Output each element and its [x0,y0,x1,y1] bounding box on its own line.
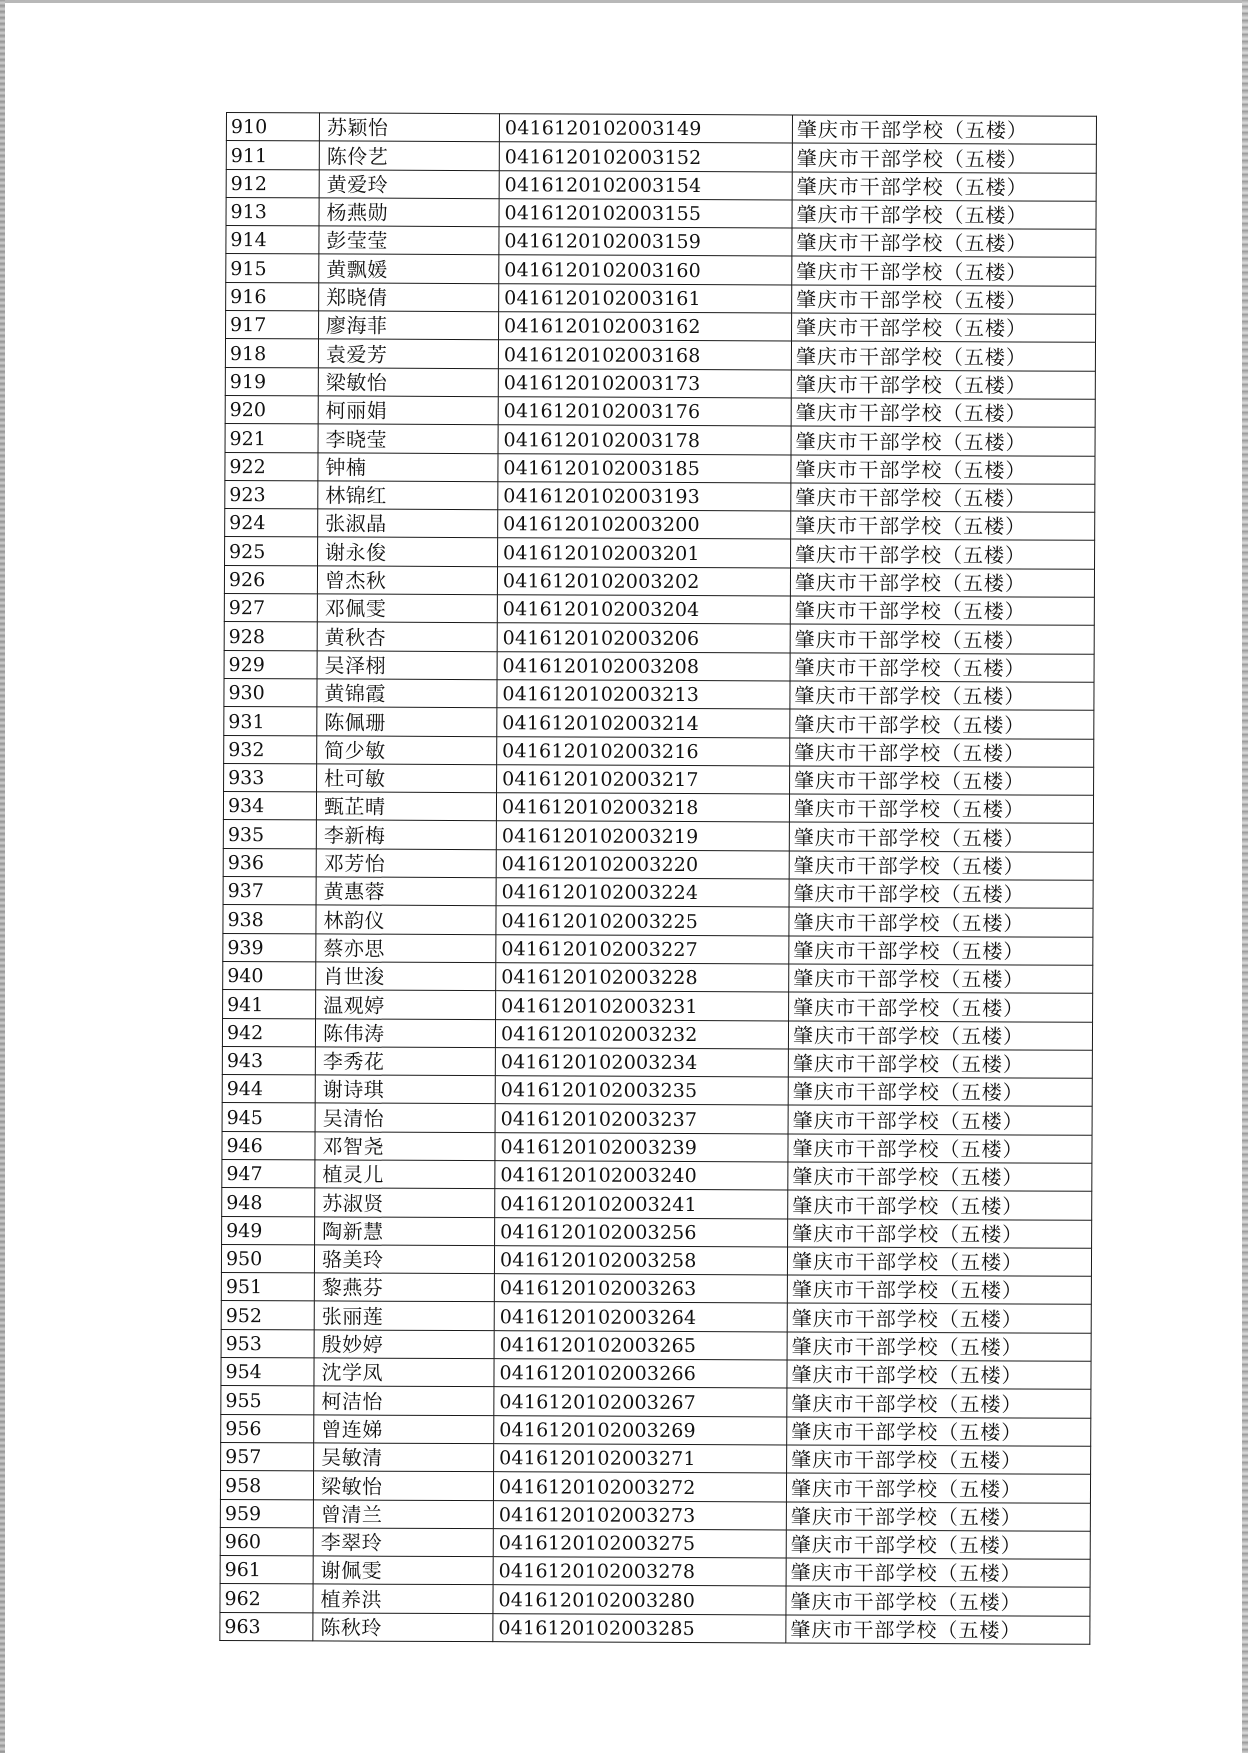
admission-ticket-number: 0416120102003155 [499,199,792,229]
admission-ticket-number: 0416120102003225 [496,906,789,936]
row-number: 924 [225,509,318,538]
exam-location: 肇庆市干部学校（五楼） [788,1162,1092,1192]
exam-location: 肇庆市干部学校（五楼） [788,1134,1092,1164]
table-row [226,282,1096,314]
scan-edge-left [0,0,5,1753]
candidate-name: 简少敏 [317,735,497,764]
candidate-name: 邓芳怡 [316,849,496,878]
exam-location: 肇庆市干部学校（五楼） [788,1077,1092,1107]
exam-location: 肇庆市干部学校（五楼） [790,709,1094,739]
exam-location: 肇庆市干部学校（五楼） [792,115,1096,145]
candidate-name: 李新梅 [316,820,496,849]
admission-ticket-number: 0416120102003278 [493,1557,786,1587]
row-number: 960 [220,1527,313,1556]
table-row [225,424,1095,456]
admission-ticket-number: 0416120102003208 [497,651,790,681]
row-number: 963 [220,1612,313,1641]
row-number: 961 [220,1556,313,1585]
admission-ticket-number: 0416120102003149 [499,114,792,144]
table-row [226,311,1096,343]
row-number: 925 [225,537,318,566]
exam-location: 肇庆市干部学校（五楼） [786,1586,1090,1616]
row-number: 950 [221,1244,314,1273]
admission-ticket-number: 0416120102003266 [494,1359,787,1389]
admission-ticket-number: 0416120102003234 [495,1047,788,1077]
exam-location: 肇庆市干部学校（五楼） [788,1219,1092,1249]
admission-ticket-number: 0416120102003160 [499,255,792,285]
row-number: 954 [221,1358,314,1387]
table-row [224,622,1094,654]
exam-location: 肇庆市干部学校（五楼） [787,1303,1091,1333]
candidate-name: 李秀花 [315,1047,495,1076]
row-number: 934 [223,792,316,821]
admission-ticket-number: 0416120102003220 [496,849,789,879]
table-row [220,1612,1090,1644]
exam-location: 肇庆市干部学校（五楼） [791,511,1095,541]
exam-location: 肇庆市干部学校（五楼） [792,200,1096,230]
table-row [222,1131,1092,1163]
exam-location: 肇庆市干部学校（五楼） [788,1020,1092,1050]
candidate-name: 植养洪 [313,1584,493,1613]
exam-location: 肇庆市干部学校（五楼） [789,992,1093,1022]
candidate-name: 曾杰秋 [317,566,497,595]
table-row [225,339,1095,371]
candidate-name: 陶新慧 [315,1216,495,1245]
row-number: 927 [224,594,317,623]
admission-ticket-number: 0416120102003264 [494,1302,787,1332]
table-row [223,792,1093,824]
exam-location: 肇庆市干部学校（五楼） [790,624,1094,654]
candidate-name: 谢佩雯 [313,1556,493,1585]
candidate-name: 邓智尧 [315,1132,495,1161]
exam-location: 肇庆市干部学校（五楼） [788,1190,1092,1220]
exam-location: 肇庆市干部学校（五楼） [790,596,1094,626]
table-row [225,367,1095,399]
admission-ticket-number: 0416120102003271 [494,1444,787,1474]
row-number: 952 [221,1301,314,1330]
table-row [226,113,1096,145]
row-number: 916 [226,282,319,311]
row-number: 932 [224,735,317,764]
candidate-name: 黄锦霞 [317,679,497,708]
candidate-name: 吴敏清 [314,1443,494,1472]
roster-table [219,112,1097,1645]
admission-ticket-number: 0416120102003240 [495,1161,788,1191]
candidate-name: 张丽莲 [314,1301,494,1330]
table-row [220,1556,1090,1588]
row-number: 948 [222,1188,315,1217]
candidate-name: 李翠玲 [313,1528,493,1557]
admission-ticket-number: 0416120102003218 [496,793,789,823]
table-row [221,1442,1091,1474]
admission-ticket-number: 0416120102003162 [499,312,792,342]
admission-ticket-number: 0416120102003213 [497,680,790,710]
row-number: 951 [221,1273,314,1302]
table-row [220,1527,1090,1559]
table-row [224,707,1094,739]
candidate-name: 黄飘媛 [319,254,499,283]
admission-ticket-number: 0416120102003237 [495,1104,788,1134]
exam-location: 肇庆市干部学校（五楼） [789,964,1093,994]
candidate-name: 黄秋杏 [317,622,497,651]
exam-location: 肇庆市干部学校（五楼） [791,398,1095,428]
row-number: 935 [223,820,316,849]
row-number: 913 [226,197,319,226]
exam-location: 肇庆市干部学校（五楼） [787,1388,1091,1418]
table-row [221,1329,1091,1361]
admission-ticket-number: 0416120102003275 [493,1529,786,1559]
admission-ticket-number: 0416120102003224 [496,878,789,908]
row-number: 928 [224,622,317,651]
row-number: 933 [224,763,317,792]
table-row [221,1414,1091,1446]
table-row [223,848,1093,880]
candidate-name: 黎燕芬 [314,1273,494,1302]
exam-location: 肇庆市干部学校（五楼） [789,794,1093,824]
exam-location: 肇庆市干部学校（五楼） [792,172,1096,202]
admission-ticket-number: 0416120102003161 [499,283,792,313]
table-row [224,594,1094,626]
admission-ticket-number: 0416120102003185 [498,453,791,483]
candidate-name: 陈秋玲 [313,1613,493,1642]
candidate-name: 殷妙婷 [314,1330,494,1359]
row-number: 922 [225,452,318,481]
row-number: 940 [223,961,316,990]
admission-ticket-number: 0416120102003239 [495,1132,788,1162]
exam-location: 肇庆市干部学校（五楼） [787,1247,1091,1277]
candidate-name: 梁敏怡 [313,1471,493,1500]
candidate-name: 梁敏怡 [318,368,498,397]
row-number: 912 [226,169,319,198]
admission-ticket-number: 0416120102003228 [496,963,789,993]
candidate-name: 廖海菲 [319,311,499,340]
admission-ticket-number: 0416120102003200 [498,510,791,540]
exam-location: 肇庆市干部学校（五楼） [786,1558,1090,1588]
exam-location: 肇庆市干部学校（五楼） [789,907,1093,937]
admission-ticket-number: 0416120102003219 [496,821,789,851]
table-row [221,1358,1091,1390]
table-row [225,395,1095,427]
candidate-name: 吴泽栩 [317,651,497,680]
candidate-name: 沈学凤 [314,1358,494,1387]
table-row [221,1273,1091,1305]
row-number: 936 [223,848,316,877]
row-number: 918 [225,339,318,368]
table-row [226,226,1096,258]
candidate-name: 林韵仪 [316,905,496,934]
row-number: 949 [222,1216,315,1245]
row-number: 958 [220,1471,313,1500]
table-row [222,1188,1092,1220]
table-row [226,141,1096,173]
admission-ticket-number: 0416120102003269 [494,1415,787,1445]
admission-ticket-number: 0416120102003216 [497,736,790,766]
admission-ticket-number: 0416120102003152 [499,142,792,172]
exam-location: 肇庆市干部学校（五楼） [786,1473,1090,1503]
admission-ticket-number: 0416120102003204 [497,595,790,625]
candidate-name: 柯洁怡 [314,1386,494,1415]
admission-ticket-number: 0416120102003173 [498,368,791,398]
exam-location: 肇庆市干部学校（五楼） [787,1275,1091,1305]
admission-ticket-number: 0416120102003232 [495,1019,788,1049]
candidate-name: 谢诗琪 [315,1075,495,1104]
table-row [220,1499,1090,1531]
table-row [224,678,1094,710]
table-row [225,509,1095,541]
row-number: 919 [225,367,318,396]
table-row [223,905,1093,937]
table-row [226,169,1096,201]
table-row [226,254,1096,286]
exam-location: 肇庆市干部学校（五楼） [787,1417,1091,1447]
row-number: 946 [222,1131,315,1160]
candidate-name: 苏淑贤 [315,1188,495,1217]
row-number: 947 [222,1159,315,1188]
row-number: 945 [222,1103,315,1132]
row-number: 944 [222,1075,315,1104]
row-number: 915 [226,254,319,283]
candidate-name: 钟楠 [318,452,498,481]
exam-location: 肇庆市干部学校（五楼） [791,455,1095,485]
table-row [222,1159,1092,1191]
table-row [222,1018,1092,1050]
row-number: 939 [223,933,316,962]
exam-location: 肇庆市干部学校（五楼） [791,341,1095,371]
admission-ticket-number: 0416120102003206 [497,623,790,653]
table-row [225,480,1095,512]
candidate-name: 蔡亦思 [316,934,496,963]
admission-ticket-number: 0416120102003168 [498,340,791,370]
row-number: 910 [226,113,319,142]
candidate-name: 李晓莹 [318,424,498,453]
exam-location: 肇庆市干部学校（五楼） [791,483,1095,513]
exam-location: 肇庆市干部学校（五楼） [787,1360,1091,1390]
candidate-name: 骆美玲 [314,1245,494,1274]
admission-ticket-number: 0416120102003285 [493,1613,786,1643]
admission-ticket-number: 0416120102003241 [495,1189,788,1219]
row-number: 942 [222,1018,315,1047]
row-number: 953 [221,1329,314,1358]
table-row [224,650,1094,682]
candidate-name: 杨燕勋 [319,198,499,227]
scan-edge-right [1242,0,1248,1753]
candidate-name: 袁爱芳 [318,339,498,368]
admission-ticket-number: 0416120102003178 [498,425,791,455]
table-row [224,735,1094,767]
table-row [221,1386,1091,1418]
exam-location: 肇庆市干部学校（五楼） [792,228,1096,258]
admission-ticket-number: 0416120102003214 [497,708,790,738]
table-row [222,1216,1092,1248]
candidate-name: 谢永俊 [318,537,498,566]
exam-location: 肇庆市干部学校（五楼） [791,426,1095,456]
table-row [221,1244,1091,1276]
exam-location: 肇庆市干部学校（五楼） [790,766,1094,796]
admission-ticket-number: 0416120102003272 [493,1472,786,1502]
table-row [220,1471,1090,1503]
exam-location: 肇庆市干部学校（五楼） [791,370,1095,400]
table-row [222,1046,1092,1078]
exam-location: 肇庆市干部学校（五楼） [786,1530,1090,1560]
table-row [225,537,1095,569]
admission-ticket-number: 0416120102003201 [498,538,791,568]
exam-location: 肇庆市干部学校（五楼） [790,681,1094,711]
exam-location: 肇庆市干部学校（五楼） [792,285,1096,315]
candidate-name: 吴清怡 [315,1103,495,1132]
admission-ticket-number: 0416120102003159 [499,227,792,257]
candidate-name: 邓佩雯 [317,594,497,623]
candidate-name: 柯丽娟 [318,396,498,425]
table-row [223,877,1093,909]
candidate-name: 陈佩珊 [317,707,497,736]
admission-ticket-number: 0416120102003176 [498,397,791,427]
roster-body [220,113,1097,1645]
admission-ticket-number: 0416120102003227 [496,934,789,964]
admission-ticket-number: 0416120102003154 [499,170,792,200]
admission-ticket-number: 0416120102003273 [493,1500,786,1530]
candidate-name: 曾连娣 [314,1415,494,1444]
exam-location: 肇庆市干部学校（五楼） [788,1105,1092,1135]
exam-location: 肇庆市干部学校（五楼） [788,1049,1092,1079]
admission-ticket-number: 0416120102003193 [498,482,791,512]
row-number: 921 [225,424,318,453]
candidate-name: 甄芷晴 [316,792,496,821]
exam-location: 肇庆市干部学校（五楼） [789,851,1093,881]
exam-location: 肇庆市干部学校（五楼） [787,1445,1091,1475]
exam-location: 肇庆市干部学校（五楼） [786,1615,1090,1645]
row-number: 957 [221,1442,314,1471]
admission-ticket-number: 0416120102003280 [493,1585,786,1615]
candidate-name: 植灵儿 [315,1160,495,1189]
admission-ticket-number: 0416120102003231 [496,991,789,1021]
admission-ticket-number: 0416120102003263 [494,1274,787,1304]
table-row [226,197,1096,229]
candidate-name: 陈伟涛 [315,1018,495,1047]
candidate-name: 温观婷 [316,990,496,1019]
row-number: 926 [224,565,317,594]
admission-ticket-number: 0416120102003235 [495,1076,788,1106]
exam-location: 肇庆市干部学校（五楼） [786,1502,1090,1532]
admission-ticket-number: 0416120102003256 [495,1217,788,1247]
row-number: 911 [226,141,319,170]
admission-ticket-number: 0416120102003265 [494,1330,787,1360]
exam-location: 肇庆市干部学校（五楼） [791,539,1095,569]
admission-ticket-number: 0416120102003258 [494,1246,787,1276]
row-number: 955 [221,1386,314,1415]
admission-ticket-number: 0416120102003217 [497,765,790,795]
row-number: 930 [224,678,317,707]
candidate-name: 陈伶艺 [319,141,499,170]
candidate-name: 张淑晶 [318,509,498,538]
row-number: 929 [224,650,317,679]
candidate-name: 肖世浚 [316,962,496,991]
table-row [222,1103,1092,1135]
row-number: 917 [226,311,319,340]
scan-edge-top [0,0,1248,3]
exam-location: 肇庆市干部学校（五楼） [790,568,1094,598]
exam-location: 肇庆市干部学校（五楼） [789,879,1093,909]
row-number: 914 [226,226,319,255]
exam-location: 肇庆市干部学校（五楼） [792,143,1096,173]
table-row [223,990,1093,1022]
row-number: 937 [223,877,316,906]
exam-location: 肇庆市干部学校（五楼） [792,313,1096,343]
row-number: 923 [225,480,318,509]
exam-location: 肇庆市干部学校（五楼） [792,256,1096,286]
candidate-name: 黄惠蓉 [316,877,496,906]
exam-location: 肇庆市干部学校（五楼） [789,822,1093,852]
table-row [223,820,1093,852]
table-row [224,565,1094,597]
table-row [220,1584,1090,1616]
row-number: 959 [220,1499,313,1528]
candidate-name: 曾清兰 [313,1499,493,1528]
exam-location: 肇庆市干部学校（五楼） [789,936,1093,966]
admission-ticket-number: 0416120102003202 [497,566,790,596]
candidate-name: 林锦红 [318,481,498,510]
candidate-name: 郑晓倩 [319,283,499,312]
table-row [222,1075,1092,1107]
exam-location: 肇庆市干部学校（五楼） [790,653,1094,683]
row-number: 962 [220,1584,313,1613]
table-row [223,933,1093,965]
row-number: 941 [223,990,316,1019]
admission-ticket-number: 0416120102003267 [494,1387,787,1417]
table-row [221,1301,1091,1333]
candidate-name: 苏颖怡 [319,113,499,142]
row-number: 943 [222,1046,315,1075]
candidate-name: 杜可敏 [317,764,497,793]
table-row [225,452,1095,484]
table-row [224,763,1094,795]
exam-location: 肇庆市干部学校（五楼） [790,737,1094,767]
candidate-name: 彭莹莹 [319,226,499,255]
row-number: 938 [223,905,316,934]
exam-location: 肇庆市干部学校（五楼） [787,1332,1091,1362]
table-row [223,961,1093,993]
row-number: 931 [224,707,317,736]
row-number: 956 [221,1414,314,1443]
candidate-name: 黄爱玲 [319,170,499,199]
row-number: 920 [225,395,318,424]
